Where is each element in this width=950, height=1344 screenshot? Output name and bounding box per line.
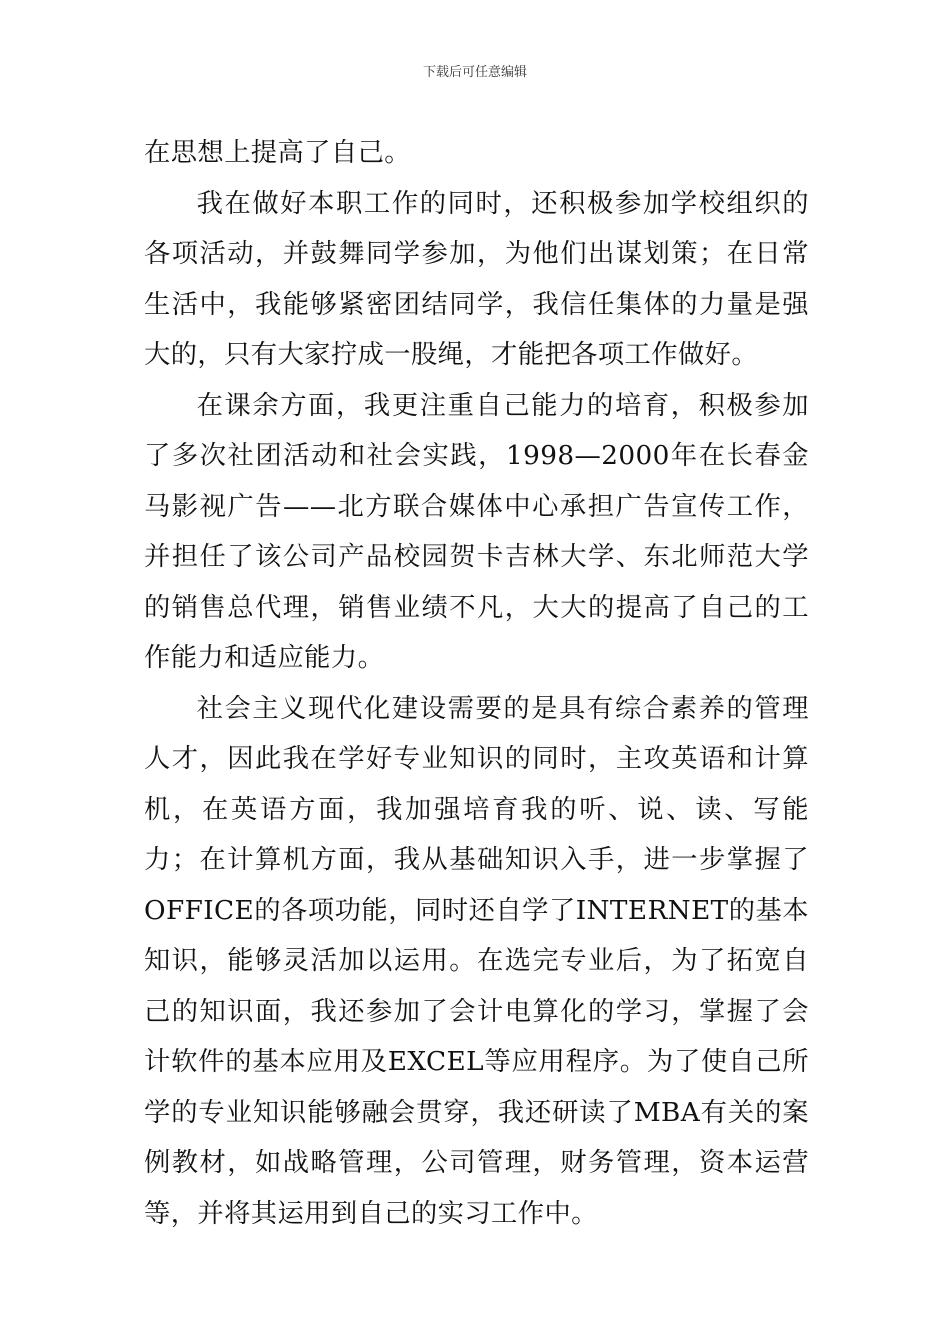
page-header: 下载后可任意编辑 xyxy=(422,65,527,80)
paragraph-skills: 社会主义现代化建设需要的是具有综合素养的管理人才，因此我在学好专业知识的同时，主攻英语和计算机，在英语方面，我加强培育我的听、说、读、写能力；在计算机方面，我从基础知识入手，进一步掌握了OFFICE的各项功能，同时还自学了INTERNET的基本知识，能够灵活加以运用。在选完专业后，为了拓宽自己的知识面，我还参加了会计电算化的学习，掌握了会计软件的基本应用及EXCEL等应用程序。为了使自己所学的专业知识能够融会贯穿，我还研读了MBA有关的案例教材，如战略管理，公司管理，财务管理，资本运营等，并将其运用到自己的实习工作中。 xyxy=(144,693,809,1229)
paragraph-activities: 我在做好本职工作的同时，还积极参加学校组织的各项活动，并鼓舞同学参加，为他们出谋划策；在日常生活中，我能够紧密团结同学，我信任集体的力量是强大的，只有大家拧成一股绳，才能把各项工作做好。 xyxy=(144,188,809,370)
document-body xyxy=(144,128,809,1239)
paragraph-continuation: 在思想上提高了自己。 xyxy=(144,138,411,168)
paragraph-extracurricular: 在课余方面，我更注重自己能力的培育，积极参加了多次社团活动和社会实践，1998—2000年在长春金马影视广告——北方联合媒体中心承担广告宣传工作，并担任了该公司产品校园贺卡吉林大学、东北师范大学的销售总代理，销售业绩不凡，大大的提高了自己的工作能力和适应能力。 xyxy=(144,390,809,673)
